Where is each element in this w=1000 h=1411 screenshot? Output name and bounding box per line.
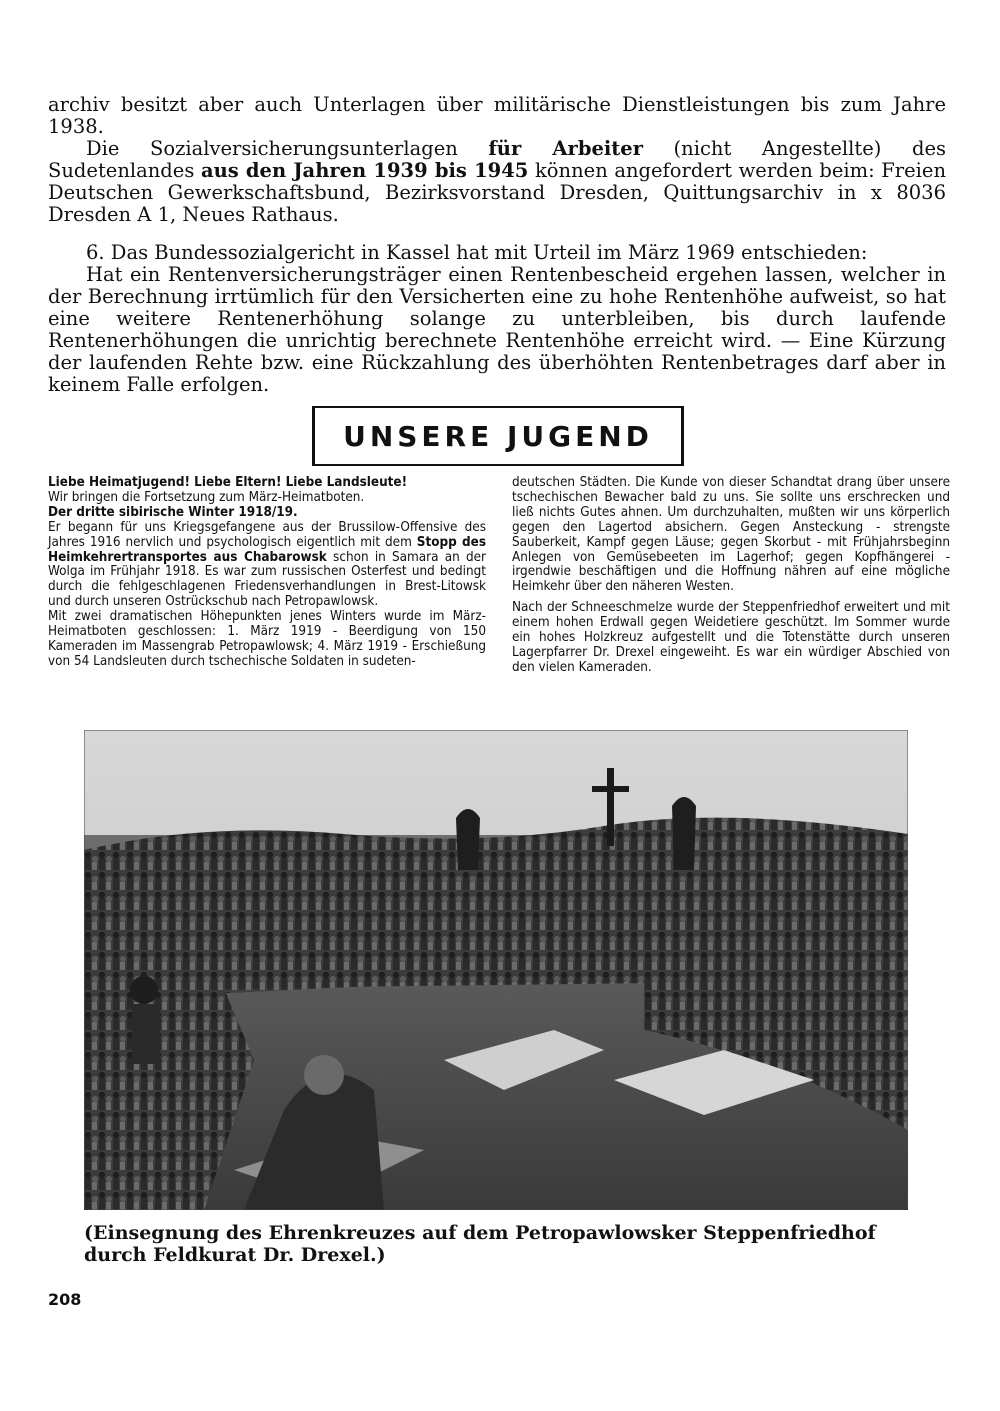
paragraph-court-ruling: Hat ein Rentenversicherungsträger einen Rentenbescheid ergehen lassen, welcher in der Berechnung irrtümlich für den Versicherten eine zu hohe Rentenhöhe aufweist, so hat eine weitere Rentenerhöhung solange zu unterbleiben, bis durch laufende Rentenerhöhungen die unrichtig berechnete Rentenhöhe erreicht wird. — Eine Kürzung der laufenden Rehte bzw. eine Rückzahlung des überhöhten Rentenbetrages darf aber in keinem Falle erfolgen.: [48, 263, 946, 396]
photo-caption: (Einsegnung des Ehrenkreuzes auf dem Petropawlowsker Steppenfriedhof durch Feldkurat Dr. Drexel.): [84, 1222, 876, 1266]
bold-span: aus den Jahren 1939 bis 1945: [200, 159, 529, 182]
text-span: können angefordert werden beim: Freien Deutschen Gewerkschaftsbund, Bezirksvorstand Dresden, Quittungsarchiv in x 8036 Dresden A 1, Neues Rathaus.: [48, 159, 946, 226]
article-greeting: Liebe Heimatjugend! Liebe Eltern! Liebe Landsleute!: [48, 475, 408, 490]
article-paragraph: [48, 521, 486, 610]
text-span: schon in Samara an der Wolga im Frühjahr 1918. Es war zum russischen Osterfest und bedingt durch die fehlgeschlagenen Friedensverhandlungen in Brest-Litowsk und durch unseren Ostrückschub nach Petropawlowsk.: [48, 549, 486, 610]
paragraph-archive: archiv besitzt aber auch Unterlagen über militärische Dienstleistungen bis zum Jahre 1938.: [48, 93, 946, 138]
text-span: (nicht Angestellte) des Sudetenlandes: [48, 137, 946, 182]
section-title: UNSERE JUGEND: [343, 419, 653, 453]
article-paragraph: deutschen Städten. Die Kunde von dieser Schandtat drang über unsere tschechischen Bewacher bald zu uns. Sie sollte uns erschrecken und ließ nichts Gutes ahnen. Um durchzuhalten, mußten wir uns körperlich gegen den Lagertod absichern. Gegen Ansteckung - strengste Sauberkeit, Kampf gegen Läuse; gegen Skorbut - mit Frühjahrsbeginn Anlegen von Gemüsebeeten im Lagerhof; gegen Kopfhängerei - irgendwie beschäftigen und die Hoffnung nähren auf eine mögliche Heimkehr über den näheren Westen.: [512, 475, 950, 595]
cemetery-photo: [84, 730, 908, 1210]
article-paragraph: Nach der Schneeschmelze wurde der Steppenfriedhof erweitert und mit einem hohen Erdwall gegen Weidetiere geschützt. Im Sommer wurde ein hohes Holzkreuz aufgestellt und die Totenstätte durch unseren Lagerpfarrer Dr. Drexel eingeweiht. Es war ein würdiger Abschied von den vielen Kameraden.: [512, 600, 950, 675]
article-paragraph: Mit zwei dramatischen Höhepunkten jenes Winters wurde im März-Heimatboten geschlossen: 1. März 1919 - Beerdigung von 150 Kameraden im Massengrab Petropawlowsk; 4. März 1919 - Erschießung von 54 Landsleuten durch tschechische Soldaten in sudeten-: [48, 609, 486, 669]
page-number: 208: [48, 1290, 82, 1309]
text-span: Er begann für uns Kriegsgefangene aus der Brussilow-Offensive des Jahres 1916 nervlich und psychologisch eigentlich mit dem: [48, 519, 486, 550]
bold-span: für Arbeiter: [488, 137, 643, 160]
paragraph-social-insurance: [48, 138, 946, 226]
article-heading: Der dritte sibirische Winter 1918/19.: [48, 504, 298, 520]
bold-span: Stopp des Heimkehrertransportes aus Chabarowsk: [48, 534, 487, 565]
article-intro: Wir bringen die Fortsetzung zum März-Heimatboten.: [48, 489, 365, 505]
text-span: Die Sozialversicherungsunterlagen: [86, 137, 489, 160]
article-column-right: [512, 476, 950, 676]
cemetery-photo-illustration: [84, 730, 908, 1210]
paragraph-court-ruling-intro: 6. Das Bundessozialgericht in Kassel hat mit Urteil im März 1969 entschieden:: [86, 241, 868, 264]
article-column-left: [48, 476, 486, 670]
section-title-box: [312, 406, 684, 466]
top-text-block: [48, 94, 946, 396]
